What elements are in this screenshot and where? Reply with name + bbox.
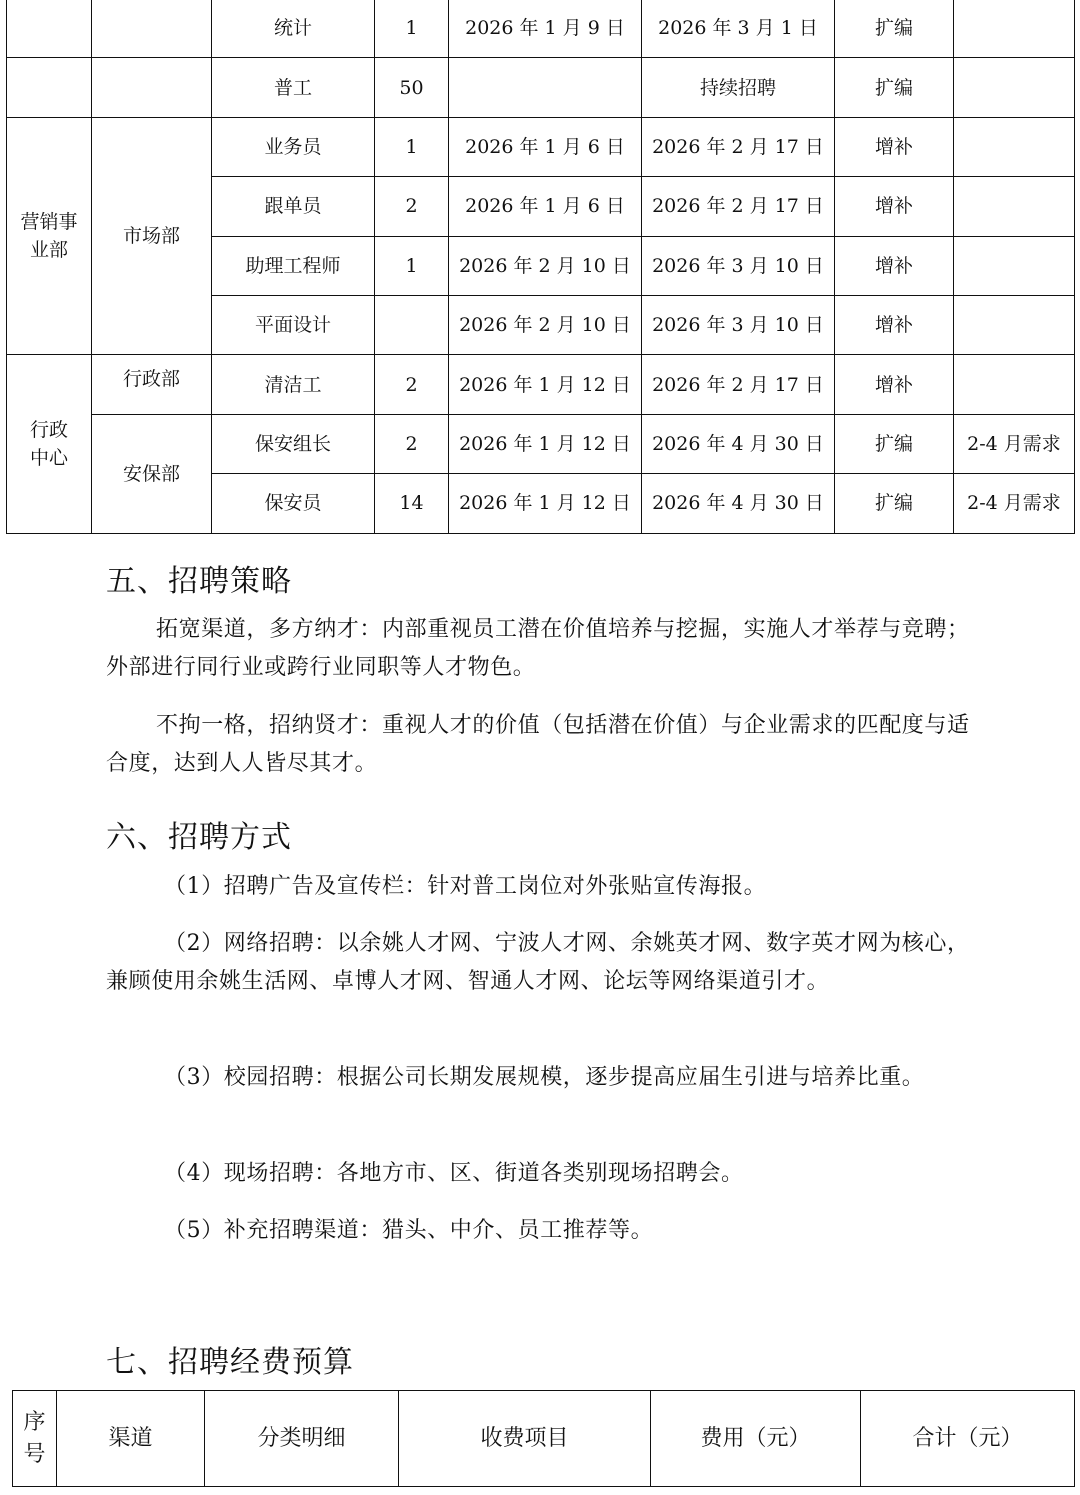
count-cell: 1 [375, 117, 449, 176]
sub-dept-cell [92, 0, 212, 58]
count-cell [375, 295, 449, 354]
section-heading-budget: 七、招聘经费预算 [106, 1345, 354, 1380]
note-cell: 2-4 月需求 [954, 474, 1075, 533]
type-cell: 增补 [835, 117, 954, 176]
end-date-cell: 2026 年 3 月 1 日 [642, 0, 835, 58]
method-item-1: （1）招聘广告及宣传栏：针对普工岗位对外张贴宣传海报。 [164, 874, 767, 899]
note-cell [954, 177, 1075, 236]
type-cell: 增补 [835, 236, 954, 295]
method-item-5: （5）补充招聘渠道：猎头、中介、员工推荐等。 [164, 1218, 654, 1243]
header-total: 合计（元） [861, 1391, 1075, 1487]
position-cell: 业务员 [212, 117, 375, 176]
note-cell [954, 58, 1075, 117]
section-heading-strategy: 五、招聘策略 [106, 564, 292, 599]
start-date-cell: 2026 年 1 月 6 日 [449, 177, 642, 236]
header-cost: 费用（元） [651, 1391, 861, 1487]
type-cell: 扩编 [835, 474, 954, 533]
table-header-row [13, 1391, 1075, 1487]
note-cell [954, 236, 1075, 295]
start-date-cell: 2026 年 2 月 10 日 [449, 236, 642, 295]
end-date-cell: 2026 年 3 月 10 日 [642, 236, 835, 295]
sub-dept-cell: 安保部 [92, 414, 212, 533]
header-index: 序号 [13, 1391, 57, 1487]
end-date-cell: 2026 年 3 月 10 日 [642, 295, 835, 354]
recruitment-plan-table [6, 0, 1075, 534]
type-cell: 增补 [835, 355, 954, 414]
end-date-cell: 2026 年 2 月 17 日 [642, 355, 835, 414]
note-cell [954, 0, 1075, 58]
end-date-cell: 2026 年 4 月 30 日 [642, 474, 835, 533]
position-cell: 清洁工 [212, 355, 375, 414]
type-cell: 增补 [835, 295, 954, 354]
start-date-cell: 2026 年 1 月 6 日 [449, 117, 642, 176]
type-cell: 扩编 [835, 414, 954, 473]
count-cell: 2 [375, 414, 449, 473]
position-cell: 保安组长 [212, 414, 375, 473]
type-cell: 扩编 [835, 0, 954, 58]
table-row [7, 414, 1075, 473]
method-item-3: （3）校园招聘：根据公司长期发展规模，逐步提高应届生引进与培养比重。 [164, 1065, 925, 1090]
position-cell: 普工 [212, 58, 375, 117]
method-item-2: （2）网络招聘：以余姚人才网、宁波人才网、余姚英才网、数字英才网为核心，兼顾使用余姚生活网、卓博人才网、智通人才网、论坛等网络渠道引才。 [106, 931, 970, 994]
method-item-4: （4）现场招聘：各地方市、区、街道各类别现场招聘会。 [164, 1161, 744, 1186]
sub-dept-cell: 市场部 [92, 117, 212, 355]
start-date-cell: 2026 年 1 月 9 日 [449, 0, 642, 58]
count-cell: 2 [375, 177, 449, 236]
dept-cell: 营销事业部 [7, 117, 92, 355]
start-date-cell: 2026 年 1 月 12 日 [449, 474, 642, 533]
count-cell: 50 [375, 58, 449, 117]
dept-cell: 行政中心 [7, 355, 92, 533]
end-date-cell: 2026 年 2 月 17 日 [642, 117, 835, 176]
end-date-cell: 2026 年 2 月 17 日 [642, 177, 835, 236]
header-fee-item: 收费项目 [399, 1391, 651, 1487]
type-cell: 增补 [835, 177, 954, 236]
position-cell: 统计 [212, 0, 375, 58]
position-cell: 跟单员 [212, 177, 375, 236]
strategy-paragraph-2: 不拘一格，招纳贤才：重视人才的价值（包括潜在价值）与企业需求的匹配度与适合度，达到人人皆尽其才。 [106, 713, 970, 776]
type-cell: 扩编 [835, 58, 954, 117]
dept-cell [7, 0, 92, 58]
start-date-cell: 2026 年 1 月 12 日 [449, 414, 642, 473]
count-cell: 14 [375, 474, 449, 533]
header-category: 分类明细 [205, 1391, 399, 1487]
position-cell: 保安员 [212, 474, 375, 533]
end-date-cell: 持续招聘 [642, 58, 835, 117]
position-cell: 助理工程师 [212, 236, 375, 295]
section-heading-methods: 六、招聘方式 [106, 820, 292, 855]
dept-cell [7, 58, 92, 117]
header-channel: 渠道 [57, 1391, 205, 1487]
sub-dept-cell [92, 58, 212, 117]
budget-table [12, 1390, 1075, 1487]
table-row [7, 355, 1075, 414]
sub-dept-cell: 行政部 [92, 355, 212, 414]
start-date-cell [449, 58, 642, 117]
strategy-paragraph-1: 拓宽渠道，多方纳才：内部重视员工潜在价值培养与挖掘，实施人才举荐与竞聘；外部进行同行业或跨行业同职等人才物色。 [106, 617, 970, 680]
note-cell [954, 117, 1075, 176]
note-cell: 2-4 月需求 [954, 414, 1075, 473]
start-date-cell: 2026 年 1 月 12 日 [449, 355, 642, 414]
position-cell: 平面设计 [212, 295, 375, 354]
count-cell: 1 [375, 0, 449, 58]
start-date-cell: 2026 年 2 月 10 日 [449, 295, 642, 354]
table-row [7, 58, 1075, 117]
table-row [7, 0, 1075, 58]
note-cell [954, 295, 1075, 354]
table-row [7, 117, 1075, 176]
end-date-cell: 2026 年 4 月 30 日 [642, 414, 835, 473]
count-cell: 1 [375, 236, 449, 295]
note-cell [954, 355, 1075, 414]
count-cell: 2 [375, 355, 449, 414]
